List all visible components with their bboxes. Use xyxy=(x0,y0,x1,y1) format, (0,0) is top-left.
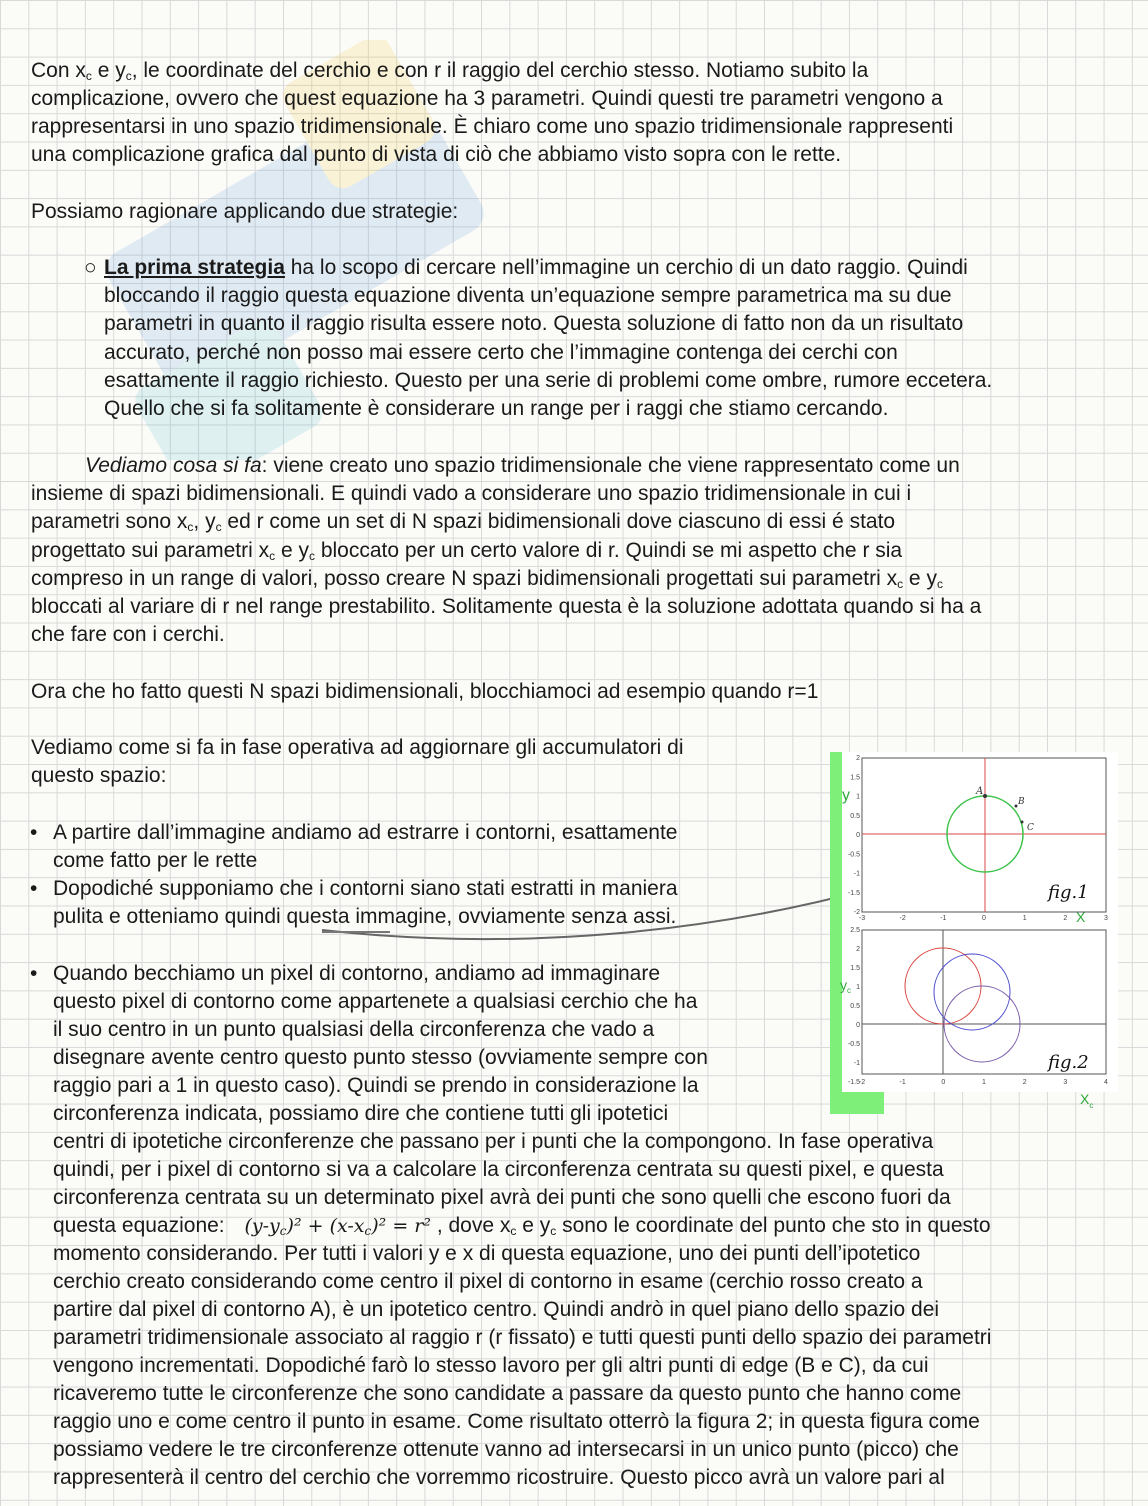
strategy1-title: La prima strategia xyxy=(104,256,285,279)
fig1-y-tick: 1.5 xyxy=(850,774,860,782)
bullet3-rest-line: possiamo vedere le tre circonferenze ottenute vanno ad intersecarsi in un unico punto (picco) che xyxy=(53,1438,959,1461)
para2-line5: compreso in un range di valori, posso creare N spazi bidimensionali progettati sui parametri $x_c$ e $y_c$ xyxy=(31,567,943,591)
point-b xyxy=(1015,805,1018,808)
fig1-y-tick: -1.5 xyxy=(847,889,860,897)
fig2-x-label: $X_c$ xyxy=(1080,1091,1094,1110)
para2-line4: progettato sui parametri $x_c$ e $y_c$ bloccato per un certo valore di r. Quindi se mi aspetto che r sia xyxy=(31,539,903,563)
bullet3-line: circonferenza centrata su un determinato pixel avrà dei punti che sono quelli che escono fuori da xyxy=(53,1186,951,1209)
bullet3-line: quindi, per i pixel di contorno si va a calcolare la circonferenza centrata su questi pixel, e questa xyxy=(53,1158,944,1181)
strategy1-line3: parametri in quanto il raggio risulta essere noto. Questa soluzione di fatto non da un risultato xyxy=(104,312,964,335)
fig2-y-tick: -1.5 xyxy=(847,1079,860,1086)
bullet3-line: Quando becchiamo un pixel di contorno, andiamo ad immaginare xyxy=(53,962,661,985)
para4-line2: questo spazio: xyxy=(31,764,167,787)
green-border-bottom xyxy=(830,1092,884,1114)
strategy1-line1: La prima strategia ha lo scopo di cercare nell’immagine un cerchio di un dato raggio. Quindi xyxy=(104,256,968,279)
bullet3-line: centri di ipotetiche circonferenze che passano per i punti che la compongono. In fase operativa xyxy=(53,1130,934,1153)
bullet-dot: • xyxy=(30,877,38,900)
point-c-label: C xyxy=(1027,823,1034,833)
fig1-x-tick: 2 xyxy=(1063,915,1068,922)
bullet3-line: raggio pari a 1 in questo caso). Quindi se prendo in considerazione la xyxy=(53,1074,699,1097)
bullet3-rest-line: raggio uno e come centro il punto in esame. Come risultato otterrò la figura 2; in questa figura come xyxy=(53,1410,980,1433)
fig2-y-tick: 2 xyxy=(856,946,860,953)
fig1-x-tick: -1 xyxy=(940,915,947,922)
bullet-dot: • xyxy=(30,962,38,985)
para1-line3: rappresentarsi in uno spazio tridimensionale. È chiaro come uno spazio tridimensionale rappresenti xyxy=(31,115,954,138)
bullet3-rest-line: vengono incrementati. Dopodiché farò lo stesso lavoro per gli altri punti di edge (B e C), da cui xyxy=(53,1354,929,1377)
bullet3-rest-line: parametri tridimensionale associato al raggio r (r fissato) e tutti questi punti dello spazio dei parametri xyxy=(53,1326,992,1349)
para2-line7: che fare con i cerchi. xyxy=(31,623,225,646)
bullet2-line2: pulita e otteniamo quindi questa immagine, ovviamente senza assi. xyxy=(53,905,677,928)
bullet3-rest-line: cerchio creato considerando come centro il pixel di contorno in esame (cerchio rosso creato a xyxy=(53,1270,923,1293)
handwritten-equation: $(y-y_c)^2 + (x-x_c)^2 = r^2$ xyxy=(244,1215,431,1238)
bullet3-rest-line: ricaveremo tutte le circonferenze che sono candidate a passare da questo punto che hanno come xyxy=(53,1382,962,1405)
fig2-y-tick: 1.5 xyxy=(850,965,860,972)
fig2-y-tick: -0.5 xyxy=(847,1041,860,1048)
fig2-y-label: $y_c$ xyxy=(840,977,851,995)
bullet1-line2: come fatto per le rette xyxy=(53,849,258,872)
point-a-label: A xyxy=(976,786,984,797)
point-a xyxy=(983,794,987,798)
fig2-y-tick: 0.5 xyxy=(850,1003,860,1010)
fig2-x-tick: 3 xyxy=(1063,1079,1068,1086)
fig2-x-tick: 1 xyxy=(982,1079,986,1086)
para1-line2: complicazione, ovvero che quest equazione ha 3 parametri. Quindi questi tre parametri vengono a xyxy=(31,87,943,110)
strategy1-line2: bloccando il raggio questa equazione diventa un’equazione sempre parametrica ma su due xyxy=(104,284,952,307)
fig2-label: fig.2 xyxy=(1048,1052,1089,1073)
bullet3-rest-line: partire dal pixel di contorno A), è un ipotetico centro. Quindi andrò in quel piano dello spazio dei xyxy=(53,1298,940,1321)
fig1-y-tick: 0.5 xyxy=(850,812,860,820)
fig2-x-tick: 2 xyxy=(1022,1079,1027,1086)
bullet-marker-circle: ○ xyxy=(84,256,97,279)
strategy1-line4: accurato, perché non posso mai essere certo che l’immagine contenga dei cerchi con xyxy=(104,341,898,364)
point-b-label: B xyxy=(1018,797,1025,807)
hough-circle-figure xyxy=(830,752,1118,1114)
fig1-y-tick: -1 xyxy=(853,870,860,878)
para2-line2: insieme di spazi bidimensionali. E quindi vado a considerare uno spazio tridimensionale in cui i xyxy=(31,482,912,505)
fig1-y-tick: -0.5 xyxy=(847,851,860,859)
fig2-y-tick: 1 xyxy=(856,984,860,991)
para1-line4: una complicazione grafica dal punto di vista di ciò che abbiamo visto sopra con le rette. xyxy=(31,143,842,166)
bullet3-line: disegnare avente centro questo punto stesso (ovviamente sempre con xyxy=(53,1046,708,1069)
fig1-y-label: y xyxy=(842,787,850,804)
bullet2-line1: Dopodiché supponiamo che i contorni siano stati estratti in maniera xyxy=(53,877,678,900)
fig1-x-tick: -3 xyxy=(858,915,866,922)
fig1-y-tick: -2 xyxy=(853,909,860,916)
bullet3-rest-line: momento considerando. Per tutti i valori y e x di questa equazione, uno dei punti dell’ipotetico xyxy=(53,1242,921,1265)
point-c xyxy=(1021,821,1024,824)
para4-line1: Vediamo come si fa in fase operativa ad aggiornare gli accumulatori di xyxy=(31,736,684,759)
para2-line3: parametri sono $x_c$, $y_c$ ed r come un set di N spazi bidimensionali dove ciascuno di essi é stato xyxy=(31,510,896,534)
para1-line1: Con $x_c$ e $y_c$, le coordinate del cerchio e con r il raggio del cerchio stesso. Notiamo subito la xyxy=(31,59,869,83)
fig1-y-tick: 2 xyxy=(856,755,860,762)
fig1-x-tick: -2 xyxy=(899,915,906,922)
bullet3-line: il suo centro in un punto qualsiasi della circonferenza che vado a xyxy=(53,1018,655,1041)
fig2-y-tick: -1 xyxy=(853,1060,860,1067)
green-border-left xyxy=(830,752,842,1114)
fig1-y-tick: 0 xyxy=(856,832,860,839)
strategy1-line6: Quello che si fa solitamente è considerare un range per i raggi che stiamo cercando. xyxy=(104,397,889,420)
fig2-y-tick: 2.5 xyxy=(850,927,860,934)
strategy1-line5: esattamente il raggio richiesto. Questo per una serie di problemi come ombre, rumore eccetera. xyxy=(104,369,993,392)
fig2-x-tick: 0 xyxy=(941,1079,946,1086)
para2-line6: bloccati al variare di r nel range prestabilito. Solitamente questa è la soluzione adottata quando si ha a xyxy=(31,595,982,618)
fig1-y-tick: 1 xyxy=(856,793,860,801)
fig2-x-tick: -2 xyxy=(858,1079,866,1086)
fig2-y-tick: 0 xyxy=(856,1022,860,1029)
equation-line: questa equazione: $(y-y_c)^2 + (x-x_c)^2 = r^2$ , dove $x_c$ e $y_c$ sono le coordinate del punto che sto in questo xyxy=(53,1214,991,1238)
fig2-x-tick: 4 xyxy=(1104,1079,1108,1086)
bullet3-line: questo pixel di contorno come appartenete a qualsiasi cerchio che ha xyxy=(53,990,698,1013)
para3: Ora che ho fatto questi N spazi bidimensionali, blocchiamoci ad esempio quando r=1 xyxy=(31,680,819,703)
bullet-dot: • xyxy=(30,821,38,844)
bullet3-rest-line: rappresenterà il centro del cerchio che vorremmo ricostruire. Questo picco avrà un valore pari al xyxy=(53,1466,945,1489)
bullet1-line1: A partire dall’immagine andiamo ad estrarre i contorni, esattamente xyxy=(53,821,678,844)
fig1-x-tick: 0 xyxy=(982,915,986,922)
fig1-x-tick: 1 xyxy=(1022,915,1027,922)
para2-line1: Vediamo cosa si fa: viene creato uno spazio tridimensionale che viene rappresentato come un xyxy=(85,454,960,477)
fig2-x-tick: -1 xyxy=(899,1079,906,1086)
bullet3-line: circonferenza indicata, possiamo dire che contiene tutti gli ipotetici xyxy=(53,1102,669,1125)
fig1-label: fig.1 xyxy=(1048,882,1089,903)
fig1-x-label: X xyxy=(1076,909,1086,925)
fig1-x-tick: 3 xyxy=(1104,915,1108,922)
strategies-intro: Possiamo ragionare applicando due strategie: xyxy=(31,200,459,223)
